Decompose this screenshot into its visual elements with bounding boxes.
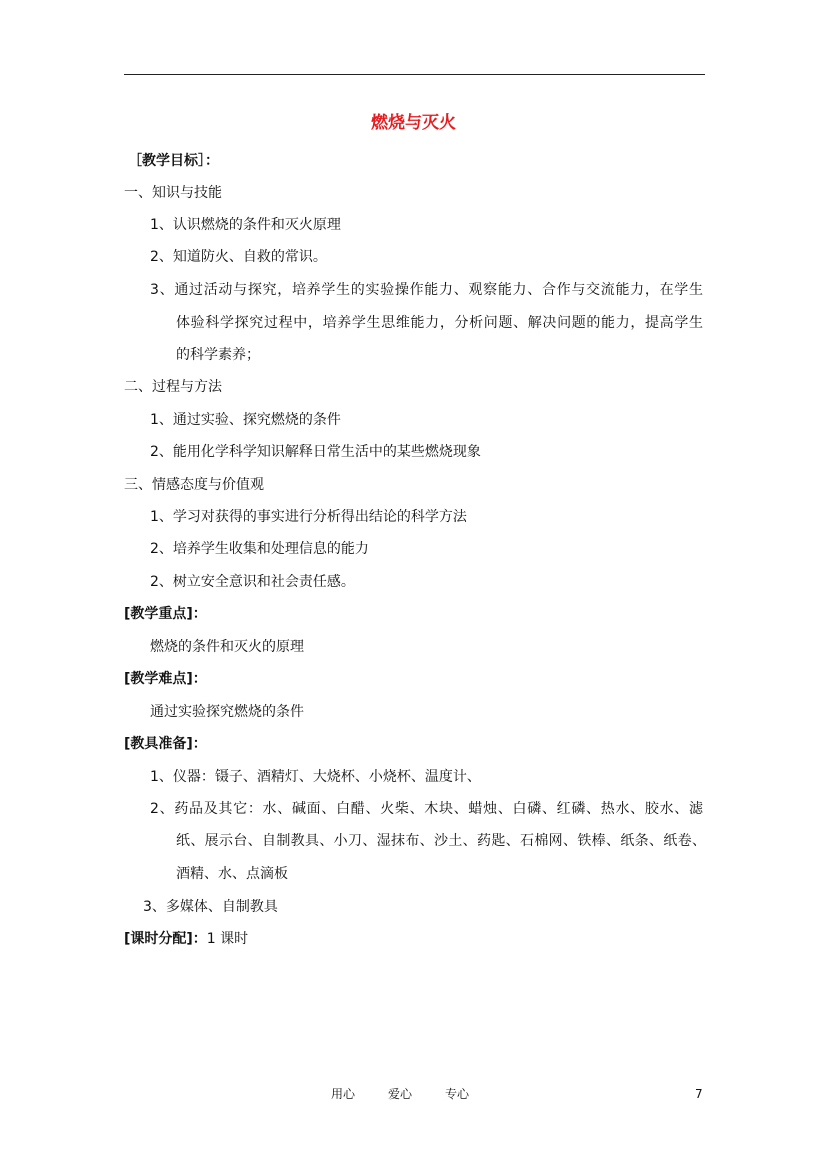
document-title: 燃烧与灭火: [371, 113, 456, 133]
section-1-item: 1、认识燃烧的条件和灭火原理: [150, 217, 341, 233]
section-1-item: 3、通过活动与探究，培养学生的实验操作能力、观察能力、合作与交流能力，在学生: [150, 282, 703, 298]
footer-word: 用心: [331, 1087, 356, 1101]
class-hours-heading: [课时分配]：: [124, 931, 207, 947]
class-hours-line: [124, 929, 248, 949]
tools-item: 3、多媒体、自制教具: [143, 899, 278, 915]
footer-word: 专心: [445, 1087, 470, 1101]
section-1-item-continued: 体验科学探究过程中，培养学生思维能力，分析问题、解决问题的能力，提高学生: [176, 315, 703, 331]
section-3-item: 1、学习对获得的事实进行分析得出结论的科学方法: [150, 509, 467, 525]
section-1-item-continued: 的科学素养；: [176, 347, 260, 363]
tools-heading: [教具准备]：: [124, 736, 207, 752]
section-1-item: 2、知道防火、自救的常识。: [150, 249, 327, 265]
section-2-heading: 二、过程与方法: [124, 379, 222, 395]
key-points-text: 燃烧的条件和灭火的原理: [150, 639, 304, 655]
section-3-item: 2、树立安全意识和社会责任感。: [150, 574, 355, 590]
class-hours-text: 1 课时: [206, 931, 249, 947]
key-points-heading: [教学重点]：: [124, 606, 207, 622]
tools-item-continued: 纸、展示台、自制教具、小刀、湿抹布、沙土、药匙、石棉网、铁棒、纸条、纸卷、: [176, 833, 706, 849]
tools-item: 2、药品及其它：水、碱面、白醋、火柴、木块、蜡烛、白磷、红磷、热水、胶水、滤: [150, 801, 703, 817]
difficulty-text: 通过实验探究燃烧的条件: [150, 704, 304, 720]
section-1-heading: 一、知识与技能: [124, 185, 222, 201]
section-3-heading: 三、情感态度与价值观: [124, 477, 264, 493]
tools-item-continued: 酒精、水、点滴板: [176, 866, 288, 882]
section-2-item: 2、能用化学科学知识解释日常生活中的某些燃烧现象: [150, 444, 481, 460]
goals-heading: ［教学目标］：: [128, 153, 219, 169]
section-2-item: 1、通过实验、探究燃烧的条件: [150, 412, 341, 428]
header-rule: [124, 74, 705, 75]
difficulty-heading: [教学难点]：: [124, 671, 207, 687]
tools-item: 1、仪器：镊子、酒精灯、大烧杯、小烧杯、温度计、: [150, 769, 481, 785]
page-number: 7: [695, 1087, 703, 1101]
footer-word: 爱心: [388, 1087, 413, 1101]
section-3-item: 2、培养学生收集和处理信息的能力: [150, 541, 369, 557]
